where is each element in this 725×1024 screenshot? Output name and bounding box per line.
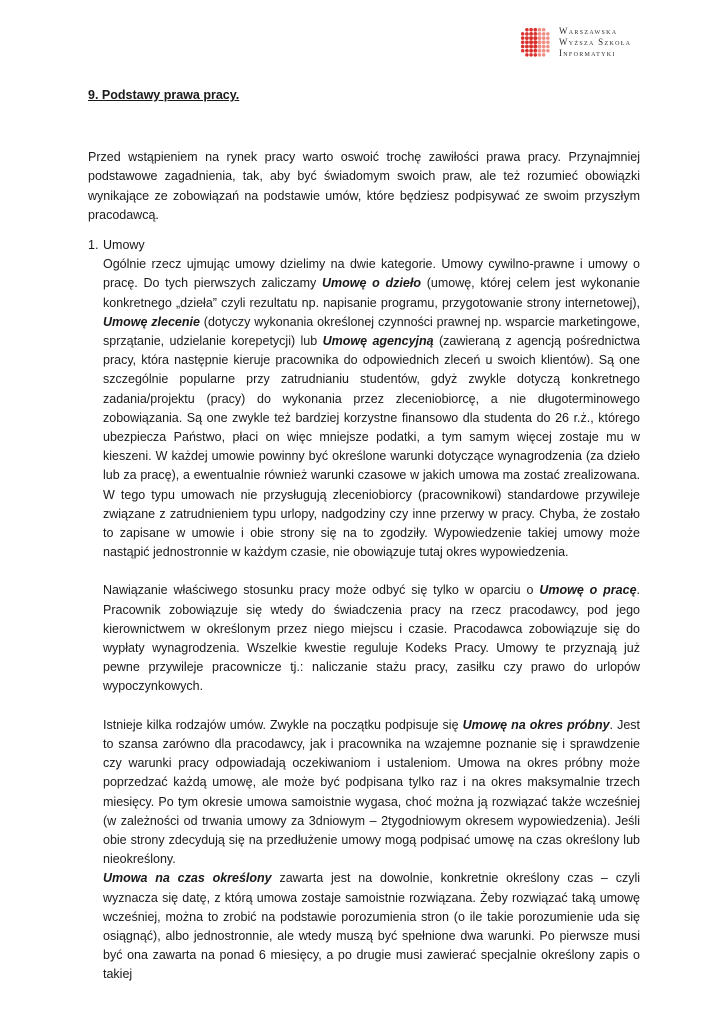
text-run: . Pracownik zobowiązuje się wtedy do świadczenia pracy na rzecz pracodawcy, pod jego kierownictwem w określonym przez niego miejscu i czasie. Pracodawca zobowiązuje się do wypłaty wynagrodzenia. Wszelkie kwestie reguluje Kodeks Pracy. Umowy te przyznają już pewne przywileje pracownicze tj.: naliczanie stażu pracy, zasiłku czy prawo do urlopów wypoczynkowych. (103, 583, 641, 694)
numbered-list (88, 236, 640, 985)
logo-dot (529, 49, 533, 53)
school-logo (517, 24, 631, 60)
logo-dot (525, 28, 528, 31)
text-run: Ogólnie rzecz ujmując umowy dzielimy na dwie kategorie. Umowy cywilno-prawne i umowy o pracę. Do tych pierwszych zaliczamy (103, 257, 640, 291)
term-umowa-agencyjna: Umowę agencyjną (322, 334, 434, 349)
school-name (559, 26, 631, 59)
logo-dot (546, 45, 550, 49)
list-number: 1. (88, 238, 99, 253)
school-name-line1: Warszawska (559, 25, 618, 36)
paragraph-civil-contracts (88, 255, 640, 562)
logo-dot (538, 53, 542, 57)
text-run: (umowę, której celem jest wykonanie konkretnego „dzieła” czyli rezultatu np. napisanie programu, przygotowanie strony internetowej), (103, 276, 641, 310)
logo-dot (534, 53, 538, 57)
logo-dot (525, 32, 529, 36)
logo-dot (542, 40, 546, 44)
term-umowa-o-prace: Umowę o pracę (539, 583, 637, 598)
list-item-header (88, 236, 640, 255)
logo-dot (538, 36, 542, 40)
logo-dot (546, 36, 550, 40)
term-umowa-o-dzielo: Umowę o dzieło (322, 276, 421, 291)
term-umowa-zlecenie: Umowę zlecenie (103, 314, 200, 329)
logo-dot (529, 32, 533, 36)
logo-dot (529, 36, 533, 40)
logo-dot (525, 36, 529, 40)
text-run: (zawieraną z agencją pośrednictwa pracy, która następnie kieruje pracownika do odpowiednich zleceń u swoich klientów). Są one szczególnie popularne przy zatrudnianiu studentów, gdyż zwykle dotyczą konkretnego zadania/projektu (pracy) do wykonania przez zleceniobiorcę, a nie długoterminowego zobowiązania. Są one zwykle też bardziej korzystne finansowo dla studenta do 26 r.ż., którego ubezpiecza Państwo, płaci on więc mniejsze podatki, a tym samym więcej zostaje mu w kieszeni. W każdej umowie powinny być określone warunki dotyczące wynagrodzenia (za dzieło lub za pracę), a ewentualnie również warunki czasowe w jakich umowa ma zostać zrealizowana. W tego typu umowach nie przysługują zleceniobiorcy (pracownikowi) standardowe przywileje związane z zatrudnieniem typu urlopy, nadgodziny czy inne przerwy w pracy. Chyba, że zostało to zapisane w umowie i obie strony się na to zgodziły. Wypowiedzenie takiej umowy może nastąpić jednostronnie w każdym czasie, nie obowiązuje tutaj okres wypowiedzenia. (103, 334, 640, 560)
text-run: (dotyczy wykonania określonej czynności prawnej np. wsparcie marketingowe, sprzątanie, udzielanie korepetycji) lub (103, 314, 640, 349)
logo-dot (529, 45, 533, 49)
logo-dot (533, 40, 537, 44)
logo-dot (538, 49, 542, 53)
logo-dot (529, 40, 533, 44)
logo-dot (542, 49, 546, 53)
logo-dot (529, 53, 533, 57)
paragraph-trial-contract (88, 716, 640, 870)
logo-dot (533, 45, 537, 49)
term-umowa-na-okres-probny: Umowę na okres próbny (462, 717, 610, 732)
school-name-line2: Wyższa Szkoła (559, 36, 632, 47)
document-body (88, 86, 640, 985)
logo-dot (546, 41, 550, 45)
logo-dot (546, 32, 549, 35)
logo-dot (538, 45, 542, 49)
term-umowa-na-czas-okreslony: Umowa na czas określony (103, 871, 272, 886)
logo-dot (521, 45, 525, 49)
logo-dot (542, 28, 545, 31)
logo-dot (533, 36, 537, 40)
logo-dot (525, 49, 529, 53)
text-run: . Jest to szansa zarówno dla pracodawcy, jak i pracownika na wzajemne poznanie się i sprawdzenie czy warunki pracy odpowiadają oczekiwaniom i ustaleniom. Umowa na okres próbny może poprzedzać każdą umowę, ale może być podpisana tylko raz i na okres maksymalnie trzech miesięcy. Po tym okresie umowa samoistnie wygasa, choć można ją rozwiązać także wcześniej (w zależności od trwania umowy za 3dniowym – 2tygodniowym okresem wypowiedzenia). Jeśli obie strony zdecydują się na przedłużenie umowy mogą podpisać umowę na czas określony lub nieokreślony. (103, 717, 641, 867)
logo-dot (525, 53, 528, 56)
list-title: Umowy (103, 238, 145, 253)
paragraph-fixed-term-contract (88, 869, 640, 984)
logo-dot (521, 41, 525, 45)
logo-dot (542, 32, 546, 36)
dots-logo-icon (517, 24, 553, 60)
logo-dot (542, 45, 546, 49)
logo-dot (529, 28, 533, 32)
text-run: Istnieje kilka rodzajów umów. Zwykle na początku podpisuje się (103, 717, 463, 732)
school-name-line3: Informatyki (559, 47, 616, 58)
text-run: zawarta jest na dowolnie, konkretnie określony czas – czyli wyznacza się datę, z którą umowa zostaje samoistnie rozwiązana. Żeby rozwiązać taką umowę wcześniej, można to zrobić na podstawie porozumienia stron (o ile takie porozumienie uda się osiągnąć), albo jednostronnie, ale wtedy muszą być spełnione dwa warunki. Po pierwsze musi być ona zawarta na ponad 6 miesięcy, a po drugie musi zawierać specjalnie określony zapis o takiej (103, 871, 640, 982)
logo-dot (538, 32, 542, 36)
logo-dot (538, 40, 542, 44)
paragraph-employment-contract (88, 581, 640, 696)
logo-dot (538, 28, 542, 32)
logo-dot (521, 36, 525, 40)
logo-dot (525, 45, 529, 49)
logo-dot (521, 49, 524, 52)
logo-dot (534, 28, 538, 32)
logo-dot (542, 53, 545, 56)
logo-dot (533, 49, 537, 53)
section-heading: 9. Podstawy prawa pracy. (88, 88, 240, 102)
logo-dot (525, 40, 529, 44)
logo-dot (533, 32, 537, 36)
text-run: Nawiązanie właściwego stosunku pracy może odbyć się tylko w oparciu o (103, 583, 540, 598)
logo-dot (542, 36, 546, 40)
intro-paragraph: Przed wstąpieniem na rynek pracy warto oswoić trochę zawiłości prawa pracy. Przynajmniej podstawowe zagadnienia, tak, aby być świadomym swoich praw, ale też rozumieć obowiązki wynikające ze zobowiązań na podstawie umów, które będziesz podpisywać ze swoim przyszłym pracodawcą. (88, 150, 640, 222)
logo-dot (546, 49, 549, 52)
logo-dot (521, 32, 524, 35)
